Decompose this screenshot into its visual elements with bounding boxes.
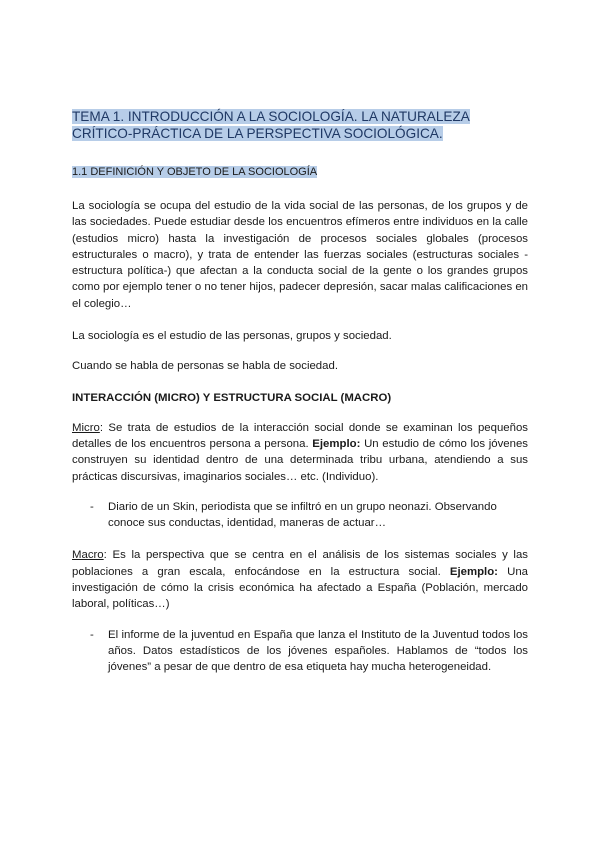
- subtitle-text: 1.1 DEFINICIÓN Y OBJETO DE LA SOCIOLOGÍA: [72, 166, 318, 178]
- micro-text-before: : Se trata de estudios de la interacción social donde se examinan los pequeños detalles de los encuentros persona a persona.: [72, 421, 528, 450]
- page-title: [72, 108, 528, 142]
- document-body: [72, 108, 528, 676]
- bullet-marker: -: [90, 500, 94, 513]
- section-heading: INTERACCIÓN (MICRO) Y ESTRUCTURA SOCIAL (MACRO): [72, 391, 392, 404]
- title-line-1: TEMA 1. INTRODUCCIÓN A LA SOCIOLOGÍA. LA NATURALEZA: [72, 109, 470, 124]
- macro-example-label: Ejemplo:: [449, 565, 498, 578]
- definition-paragraph: La sociología es el estudio de las personas, grupos y sociedad.: [72, 330, 392, 343]
- section-subtitle: [72, 164, 528, 180]
- bullet-marker: -: [90, 628, 94, 641]
- macro-paragraph: [72, 547, 528, 612]
- macro-bullet-item: [72, 627, 528, 676]
- micro-text-after: Un estudio de cómo los jóvenes construyen su identidad dentro de una determinada tribu urbana, atendiendo a sus prácticas discursivas, imaginarios sociales… etc. (Individuo).: [72, 437, 528, 483]
- people-society-paragraph: Cuando se habla de personas se habla de sociedad.: [72, 360, 338, 373]
- intro-paragraph: La sociología se ocupa del estudio de la vida social de las personas, de los grupos y de las sociedades. Puede estudiar desde los encuentros efímeros entre individuos en la calle (estudios micro) hasta la investigación de procesos sociales globales (procesos estructurales o macro), y trata de entender las fuerzas sociales (estructuras sociales -estructura política-) que afectan a la conducta social de la gente o los grandes grupos como por ejemplo tener o no tener hijos, padecer depresión, sacar malas calificaciones en el colegio…: [72, 200, 528, 310]
- title-line-2: CRÍTICO-PRÁCTICA DE LA PERSPECTIVA SOCIOLÓGICA.: [72, 126, 443, 141]
- macro-text-before: : Es la perspectiva que se centra en el análisis de los sistemas sociales y las poblaciones a gran escala, enfocándose en la estructura social.: [72, 549, 528, 578]
- macro-term: Macro: [72, 549, 104, 562]
- micro-paragraph: [72, 420, 528, 485]
- micro-bullet-item: [72, 499, 528, 532]
- micro-bullet-text: Diario de un Skin, periodista que se infiltró en un grupo neonazi. Observando conoce sus conductas, identidad, maneras de actuar…: [108, 500, 497, 530]
- macro-bullet-text: El informe de la juventud en España que lanza el Instituto de la Juventud todos los años. Datos estadísticos de los jóvenes españoles. Hablamos de “todos los jóvenes” a pesar de que dentro de esa etiqueta hay mucha heterogeneidad.: [108, 628, 528, 674]
- macro-text-after: Una investigación de cómo la crisis económica ha afectado a España (Población, mercado laboral, políticas…): [72, 565, 528, 611]
- micro-term: Micro: [72, 421, 100, 434]
- micro-example-label: Ejemplo:: [312, 437, 361, 450]
